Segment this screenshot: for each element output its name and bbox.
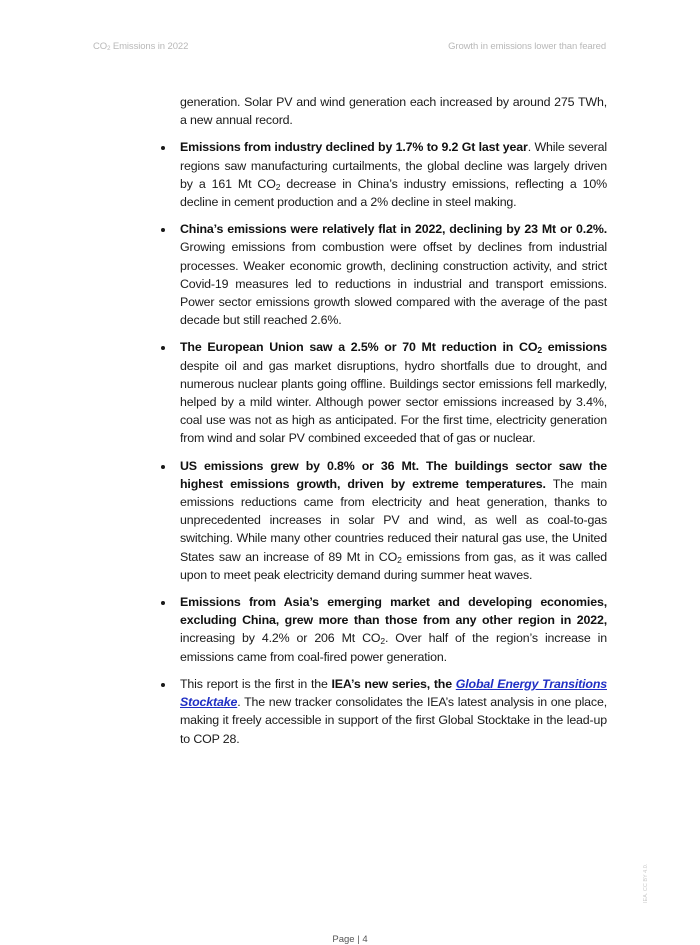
bullet-icon — [161, 465, 165, 469]
list-item-asia-emde: Emissions from Asia’s emerging market and developing economies, excluding China, grew more than those from any other region in 2022, increasing by 4.2% or 206 Mt $CO_2$. Over half of the region’s increase in emissions came from coal-fired power generation. — [180, 593, 607, 666]
bullet-icon — [161, 346, 165, 350]
global-energy-transitions-stocktake-link[interactable]: Global Energy Transitions Stocktake — [180, 676, 607, 710]
bullet-icon — [161, 228, 165, 232]
header-section-title: Growth in emissions lower than feared — [448, 41, 606, 52]
list-item-industry: Emissions from industry declined by 1.7% to 9.2 Gt last year. While several regions saw manufacturing curtailments, the global decline was largely driven by a 161 Mt $CO_2$ decrease in China’s industry emissions, reflecting a 10% decline in cement production and a 2% decline in steel making. — [180, 138, 607, 211]
intro-paragraph: generation. Solar PV and wind generation each increased by around 275 TWh, a new annual record. — [180, 95, 607, 128]
license-note: IEA. CC BY 4.0. — [643, 863, 649, 903]
page-number: Page | 4 — [332, 934, 368, 945]
key-findings-list — [180, 138, 607, 747]
bullet-icon — [161, 146, 165, 150]
list-item-european-union: The European Union saw a 2.5% or 70 Mt reduction in $CO_2$ emissions despite oil and gas market disruptions, hydro shortfalls due to drought, and numerous nuclear plants going offline. Buildings sector emissions fell markedly, helped by a mild winter. Although power sector emissions increased by 3.4%, coal use was not as high as anticipated. For the first time, electricity generation from wind and solar PV combined exceeded that of gas or nuclear. — [180, 338, 607, 447]
bullet-icon — [161, 683, 165, 687]
running-header — [0, 41, 700, 55]
bullet-icon — [161, 601, 165, 605]
document-body — [180, 93, 607, 748]
list-item-united-states: US emissions grew by 0.8% or 36 Mt. The buildings sector saw the highest emissions growth, driven by extreme temperatures. The main emissions reductions came from electricity and heat generation, thanks to unprecedented increases in solar PV and wind, as well as coal-to-gas switching. While many other countries reduced their natural gas use, the United States saw an increase of 89 Mt in $CO_2$ emissions from gas, as it was called upon to meet peak electricity demand during summer heat waves. — [180, 457, 607, 584]
list-item-china: China’s emissions were relatively flat in 2022, declining by 23 Mt or 0.2%. Growing emissions from combustion were offset by declines from industrial processes. Weaker economic growth, declining construction activity, and strict Covid-19 measures led to reductions in industrial and transport emissions. Power sector emissions growth slowed compared with the average of the past decade but still reached 2.6%. — [180, 220, 607, 329]
list-item-stocktake: This report is the first in the IEA’s new series, the Global Energy Transitions Stocktake. The new tracker consolidates the IEA’s latest analysis in one place, making it freely accessible in support of the first Global Stocktake in the lead-up to COP 28. — [180, 675, 607, 748]
header-report-title: $CO_2$ Emissions in 2022 — [93, 41, 189, 52]
